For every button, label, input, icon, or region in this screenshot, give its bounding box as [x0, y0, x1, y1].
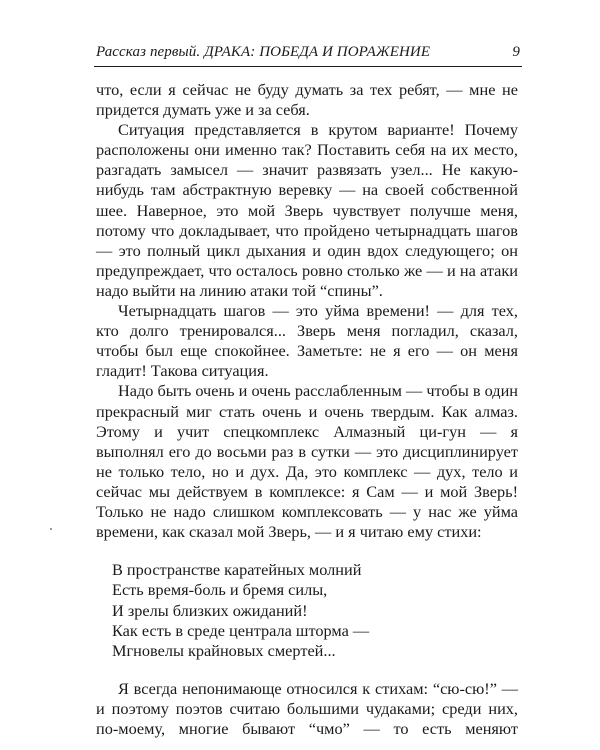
scan-speck [50, 528, 52, 530]
poem-line: В пространстве каратейных молний [112, 560, 362, 580]
poem-line: Мгновелы крайновых смертей... [112, 641, 336, 661]
poem [112, 560, 518, 661]
page-body [96, 80, 518, 739]
paragraph: Я всегда непонимающе относился к стихам: “сю-сю!” — и поэтому поэтов считаю большими чудаками; среди них, по-моему, многие бывают “чмо” — то есть меняют [96, 678, 518, 738]
running-header [96, 44, 520, 61]
poem-line: Как есть в среде централа шторма — [112, 621, 370, 641]
chapter-title: Рассказ первый. ДРАКА: ПОБЕДА И ПОРАЖЕНИЕ [96, 44, 431, 60]
poem-line: И зрелы близких ожиданий! [112, 600, 308, 620]
paragraph: Четырнадцать шагов — это уйма времени! — для тех, кто долго тренировался... Зверь меня погладил, сказал, чтобы был еще спокойнее. Заметьте: не я его — он меня гладит! Такова ситуация. [96, 301, 518, 381]
paragraph: Ситуация представляется в крутом варианте! Почему расположены они именно так? Поставить себя на их место, разгадать замысел — значит развязать узел... Не какую-нибудь там абстрактную веревку — на своей собственной шее. Наверное, это мой Зверь чувствует получше меня, потому что докладывает, что пройдено четырнадцать шагов — это полный цикл дыхания и один вдох следующего; он предупреждает, что осталось ровно столько же — и на атаки надо выйти на линию атаки той “спины”. [96, 120, 518, 300]
paragraph: Надо быть очень и очень расслабленным — чтобы в один прекрасный миг стать очень и очень твердым. Как алмаз. Этому и учит спецкомплекс Алмазный ци-гун — я выполнял его до восьми раз в сутки — это дисциплинирует не только тело, но и дух. Да, это комплекс — дух, тело и сейчас мы действуем в комплексе: я Сам — и мой Зверь! Только не надо слишком комплексовать — у нас же уйма времени, как сказал мой Зверь, — и я читаю ему стихи: [96, 381, 518, 542]
header-divider [94, 66, 522, 67]
poem-line: Есть время-боль и бремя силы, [112, 580, 328, 600]
paragraph: что, если я сейчас не буду думать за тех ребят, — мне не придется думать уже и за себя. [96, 80, 518, 120]
page-number: 9 [512, 44, 520, 60]
